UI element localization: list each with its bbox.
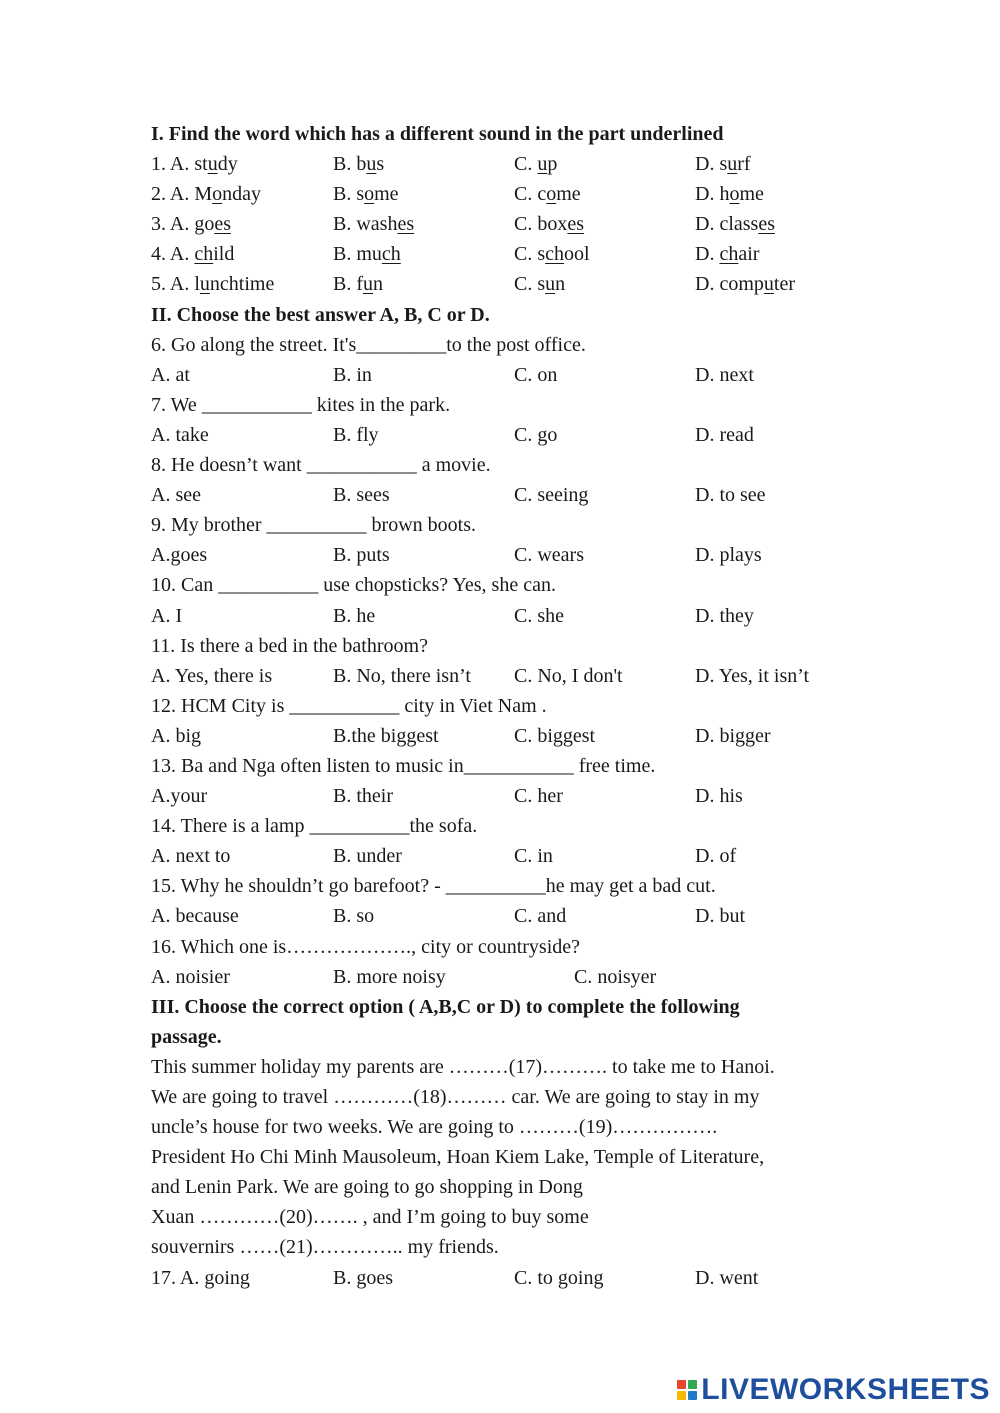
answer-option: D. bigger (695, 724, 771, 747)
answer-option: D. to see (695, 484, 766, 507)
answer-option: B. under (333, 845, 402, 868)
answer-option: B.the biggest (333, 724, 439, 747)
passage-line: souvernirs ……(21)………….. my friends. (151, 1236, 499, 1259)
word-option: B. much (333, 243, 401, 266)
answer-options-row (151, 420, 871, 450)
answer-option: C. her (514, 785, 563, 808)
answer-option: C. and (514, 905, 567, 928)
section2-questions (151, 330, 871, 992)
question-text: 6. Go along the street. It's_________to the post office. (151, 333, 586, 356)
passage-line: uncle’s house for two weeks. We are going to ………(19)……………. (151, 1116, 718, 1139)
section2-heading: II. Choose the best answer A, B, C or D. (151, 303, 490, 326)
passage-line: President Ho Chi Minh Mausoleum, Hoan Kiem Lake, Temple of Literature, (151, 1146, 765, 1169)
word-option: D. surf (695, 153, 751, 176)
word-option: C. boxes (514, 213, 585, 236)
question-text: 12. HCM City is ___________ city in Viet Nam . (151, 694, 547, 717)
answer-option: A. see (151, 484, 201, 507)
answer-option: B. sees (333, 484, 390, 507)
word-option: 4. A. child (151, 243, 235, 266)
answer-option: C. to going (514, 1266, 604, 1289)
answer-option: A. take (151, 423, 209, 446)
answer-options-row (151, 661, 871, 691)
answer-option: D. but (695, 905, 745, 928)
section1-heading: I. Find the word which has a different sound in the part underlined (151, 123, 724, 145)
answer-options-row (151, 901, 871, 931)
answer-option: C. she (514, 604, 564, 627)
worksheet (151, 119, 871, 1293)
answer-option: B. so (333, 905, 375, 928)
answer-option: A. at (151, 363, 190, 386)
answer-option: C. go (514, 423, 558, 446)
word-option: C. school (514, 243, 590, 266)
question-text: 7. We ___________ kites in the park. (151, 393, 451, 416)
answer-option: A. big (151, 724, 201, 747)
answer-option: B. goes (333, 1266, 393, 1289)
word-option: 2. A. Monday (151, 183, 262, 206)
answer-option: C. noisyer (574, 965, 657, 988)
question-text: 10. Can __________ use chopsticks? Yes, she can. (151, 574, 556, 597)
section3-heading: III. Choose the correct option ( A,B,C or D) to complete the following (151, 995, 740, 1018)
answer-option: A. because (151, 905, 239, 928)
logo-square (688, 1380, 697, 1389)
answer-option: A. noisier (151, 965, 230, 988)
word-option: C. up (514, 153, 558, 176)
word-option: 3. A. goes (151, 213, 232, 236)
answer-option: C. seeing (514, 484, 589, 507)
liveworksheets-wordmark: LIVEWORKSHEETS (701, 1373, 990, 1406)
answer-option: B. in (333, 363, 372, 386)
pronunciation-row (151, 239, 871, 269)
answer-option: D. Yes, it isn’t (695, 664, 810, 687)
question-text: 13. Ba and Nga often listen to music in___________ free time. (151, 754, 656, 777)
pronunciation-row (151, 269, 871, 299)
question-text: 16. Which one is………………., city or countryside? (151, 935, 581, 958)
answer-option: B. No, there isn’t (333, 664, 471, 687)
logo-square (677, 1380, 686, 1389)
answer-options-row (151, 962, 871, 992)
answer-options-row (151, 721, 871, 751)
pronunciation-row (151, 209, 871, 239)
passage-line: Xuan …………(20)……. , and I’m going to buy some (151, 1206, 589, 1229)
answer-option: D. his (695, 785, 743, 808)
word-option: D. home (695, 183, 764, 206)
answer-options-row (151, 360, 871, 390)
answer-option: B. he (333, 604, 376, 627)
answer-option: A. Yes, there is (151, 664, 273, 687)
passage-line: and Lenin Park. We are going to go shopping in Dong (151, 1176, 583, 1199)
answer-options-row (151, 540, 871, 570)
word-option: D. classes (695, 213, 775, 236)
word-option: C. sun (514, 273, 566, 296)
logo-square (688, 1391, 697, 1400)
answer-option: A.your (151, 785, 208, 808)
word-option: 1. A. study (151, 153, 238, 176)
answer-option: B. puts (333, 544, 390, 567)
pronunciation-row (151, 149, 871, 179)
answer-option: B. their (333, 785, 393, 808)
question-text: 14. There is a lamp __________the sofa. (151, 815, 478, 838)
answer-option: D. next (695, 363, 754, 386)
answer-option: C. wears (514, 544, 584, 567)
passage-line: This summer holiday my parents are ………(17)………. to take me to Hanoi. (151, 1055, 775, 1078)
logo-square (677, 1391, 686, 1400)
answer-option: B. fly (333, 423, 379, 446)
word-option: D. chair (695, 243, 760, 266)
answer-option: C. No, I don't (514, 664, 623, 687)
word-option: B. fun (333, 273, 383, 296)
section3-heading-cont: passage. (151, 1025, 222, 1048)
answer-option: D. read (695, 423, 754, 446)
liveworksheets-brand (677, 1373, 990, 1407)
word-option: 5. A. lunchtime (151, 273, 275, 296)
answer-option: A. I (151, 604, 183, 627)
answer-option: D. they (695, 604, 754, 627)
pronunciation-row (151, 179, 871, 209)
passage-line: We are going to travel …………(18)……… car. We are going to stay in my (151, 1086, 760, 1108)
question-text: 11. Is there a bed in the bathroom? (151, 634, 428, 657)
answer-option: D. plays (695, 544, 762, 567)
passage (151, 1052, 871, 1263)
question-17-options (151, 1263, 871, 1293)
answer-options-row (151, 601, 871, 631)
answer-option: D. went (695, 1266, 759, 1289)
answer-options-row (151, 781, 871, 811)
word-option: B. washes (333, 213, 415, 236)
answer-options-row (151, 841, 871, 871)
word-option: B. some (333, 183, 399, 206)
answer-options-row (151, 480, 871, 510)
answer-option: D. of (695, 845, 737, 868)
question-text: 9. My brother __________ brown boots. (151, 514, 476, 537)
answer-option: C. on (514, 363, 558, 386)
answer-option: B. more noisy (333, 965, 446, 988)
answer-option: C. in (514, 845, 553, 868)
answer-option: C. biggest (514, 724, 596, 747)
answer-option: 17. A. going (151, 1266, 250, 1289)
word-option: B. bus (333, 153, 385, 176)
question-text: 8. He doesn’t want ___________ a movie. (151, 454, 491, 477)
word-option: D. computer (695, 273, 795, 296)
answer-option: A.goes (151, 544, 208, 567)
question-text: 15. Why he shouldn’t go barefoot? - __________he may get a bad cut. (151, 875, 716, 898)
section1-rows (151, 149, 871, 299)
word-option: C. come (514, 183, 581, 206)
liveworksheets-logo-icon (677, 1380, 697, 1400)
answer-option: A. next to (151, 845, 231, 868)
